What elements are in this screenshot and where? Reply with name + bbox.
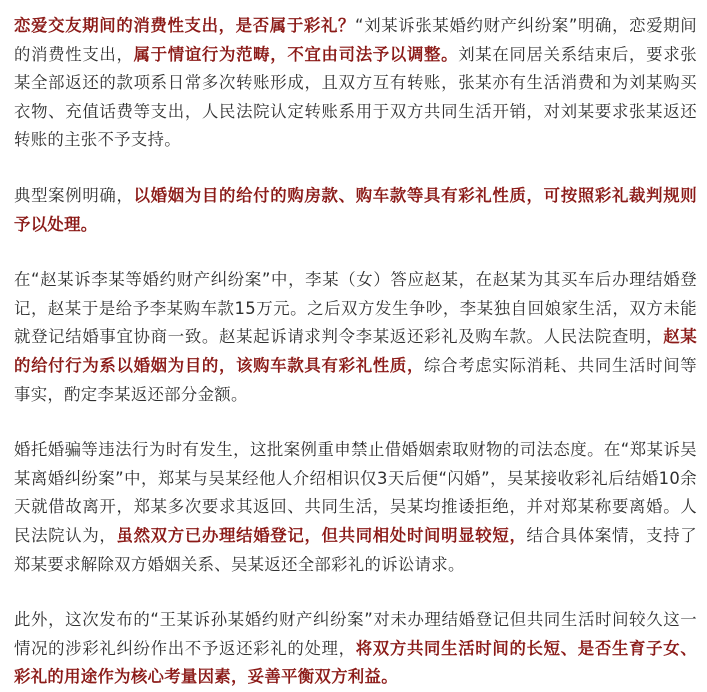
- highlight-text: 以婚姻为目的给付的购房款、购车款等具有彩礼性质，可按照彩礼裁判规则予以处理。: [14, 185, 697, 234]
- body-text: 结合具体案情，支持了郑某要求解除双方婚姻关系、吴某返还全部彩礼的诉讼请求。: [14, 525, 697, 574]
- highlight-text: 将双方共同生活时间的长短、是否生育子女、彩礼的用途作为核心考量因素，妥善平衡双方利益。: [14, 638, 698, 687]
- paragraph-3: [14, 266, 697, 409]
- paragraph-1: [14, 12, 697, 155]
- body-text: 综合考虑实际消耗、共同生活时间等事实，酌定李某返还部分金额。: [14, 355, 697, 404]
- body-text: 典型案例明确，: [14, 185, 134, 205]
- highlight-text: 恋爱交友期间的消费性支出，是否属于彩礼？: [14, 16, 356, 35]
- body-text: 刘某在同居关系结束后，要求张某全部返还的款项系日常多次转账形成，且双方互有转账，张某亦有生活消费和为刘某购买衣物、充值话费等支出，人民法院认定转账系用于双方共同生活开销，对刘某要求张某返还转账的主张不予支持。: [14, 44, 697, 150]
- body-text: 婚托婚骗等违法行为时有发生，这批案例重申禁止借婚姻索取财物的司法态度。在“郑某诉吴某离婚纠纷案”中，郑某与吴某经他人介绍相识仅3天后便“闪婚”，吴某接收彩礼后结婚10余天就借故离开，郑某多次要求其返回、共同生活，吴某均推诿拒绝，并对郑某称要离婚。人民法院认为，: [14, 440, 697, 545]
- body-text: 此外，这次发布的“王某诉孙某婚约财产纠纷案”对未办理结婚登记但共同生活时间较久这一情况的涉彩礼纠纷作出不予返还彩礼的处理，: [14, 610, 697, 658]
- body-text: “刘某诉张某婚约财产纠纷案”明确，恋爱期间的消费性支出，: [14, 16, 697, 64]
- highlight-text: 赵某的给付行为系以婚姻为目的，该购车款具有彩礼性质，: [14, 327, 697, 375]
- highlight-text: 属于情谊行为范畴，不宜由司法予以调整。: [133, 44, 459, 64]
- body-text: 在“赵某诉李某等婚约财产纠纷案”中，李某（女）答应赵某，在赵某为其买车后办理结婚登记，赵某于是给予李某购车款15万元。之后双方发生争吵，李某独自回娘家生活，双方未能就登记结婚事宜协商一致。赵某起诉请求判令李某返还彩礼及购车款。人民法院查明，: [14, 270, 697, 347]
- highlight-text: 虽然双方已办理结婚登记，但共同相处时间明显较短，: [116, 525, 527, 545]
- paragraph-5: [14, 606, 697, 692]
- paragraph-2: [14, 182, 697, 239]
- paragraph-4: [14, 436, 697, 579]
